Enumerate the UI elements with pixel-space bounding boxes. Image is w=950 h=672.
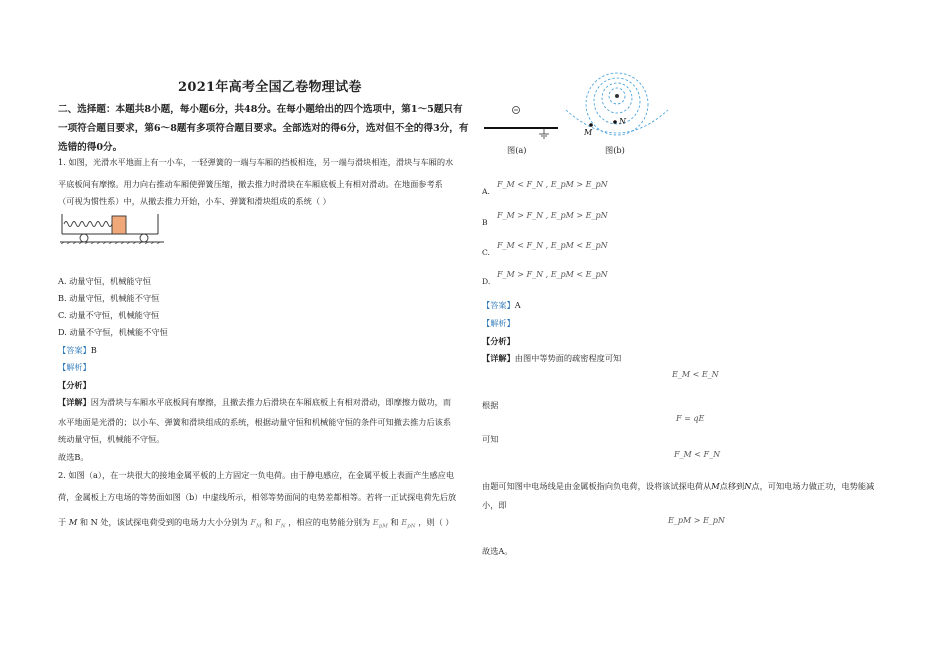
- q2-detail-2-a: 由题可知图中电场线是由金属板指向负电荷，设将该试探电荷从: [482, 481, 712, 491]
- q2-detail-2-M: M: [711, 481, 720, 491]
- q2-formula-2: F = qE: [676, 414, 705, 423]
- q2-detail-2-N: N: [744, 481, 752, 491]
- q2-EpN-sub: pN: [407, 523, 416, 530]
- q2-detail-text-1: 由图中等势面的疏密程度可知: [514, 353, 622, 363]
- q2-stem-text-d: ，相应的电势能分别为: [288, 517, 371, 527]
- spring-icon: [64, 222, 112, 227]
- q1-fenxi-tag: 【分析】: [58, 380, 91, 390]
- q2-answer-tag: 【答案】: [482, 300, 515, 310]
- q1-answer-row: [58, 342, 97, 358]
- q2-stem-line-1: 2. 如图（a），在一块很大的接地金属平板的上方固定一负电荷。由于静电感应，在金属平板上表面产生感应电: [58, 470, 455, 480]
- q2-EpM: E: [372, 517, 379, 527]
- q1-answer-tag: 【答案】: [58, 345, 91, 355]
- q2-fenxi-tag: 【分析】: [482, 336, 515, 346]
- point-M-icon: [589, 123, 593, 127]
- q1-detail-tag: 【详解】: [58, 397, 91, 407]
- q2-option-d-text: F_M > F_N , E_pM < E_pN: [497, 270, 608, 279]
- q2-detail-line-2: [482, 478, 874, 494]
- q2-stem-text-e: 和: [390, 517, 399, 527]
- q1-analysis-tag: 【解析】: [58, 362, 91, 372]
- q1-detail-line-1: [58, 394, 451, 410]
- q1-option-d: D. 动量不守恒，机械能不守恒: [58, 327, 168, 337]
- q2-detail-tag: 【详解】: [482, 353, 515, 363]
- q2-option-b-letter: B: [482, 218, 488, 227]
- q2-EpM-sub: pM: [378, 523, 388, 530]
- q2-FN-sub: N: [280, 523, 286, 530]
- q2-detail-2-end: 点，可知电场力做正功，电势能减: [751, 481, 875, 491]
- q1-detail-line-3: 统动量守恒，机械能不守恒。: [58, 434, 165, 444]
- q2-option-a-letter: A.: [482, 187, 490, 196]
- q2-option-d-letter: D.: [482, 277, 491, 286]
- q2-formula-4: E_pM > E_pN: [668, 516, 725, 525]
- q2-figure-b: [562, 66, 672, 142]
- q2-analysis-tag: 【解析】: [482, 318, 515, 328]
- q2-detail-2-mid: 点移到: [719, 481, 745, 491]
- q1-option-b: B. 动量守恒，机械能不守恒: [58, 293, 160, 303]
- q2-option-b-text: F_M > F_N , E_pM > E_pN: [497, 211, 608, 220]
- q1-detail-text-1: 因为滑块与车厢水平底板间有摩擦，且撤去推力后滑块在车厢底板上有相对滑动，即摩擦力做功，而: [90, 397, 452, 407]
- q2-formula-3: F_M < F_N: [674, 450, 721, 459]
- q1-conclusion: 故选B。: [58, 452, 89, 462]
- q2-fig-a-label: 图(a): [507, 145, 527, 155]
- q2-fig-b-label: 图(b): [605, 145, 625, 155]
- q1-detail-line-2: 水平地面是光滑的；以小车、弹簧和滑块组成的系统，根据动量守恒和机械能守恒的条件可知撤去推力后该系: [58, 417, 452, 427]
- q2-option-c-letter: C.: [482, 248, 490, 257]
- q2-stem-text-f: ，则（ ）: [418, 517, 454, 527]
- q1-cart-figure: [58, 212, 168, 244]
- q2-option-c-text: F_M < F_N , E_pM < E_pN: [497, 241, 608, 250]
- q2-stem-text-c: 和: [264, 517, 273, 527]
- q1-answer: B: [90, 345, 97, 355]
- q2-detail-line-1: [482, 350, 621, 366]
- q1-stem-line-2: 平底板间有摩擦。用力向右推动车厢使弹簧压缩，撤去推力时滑块在车厢底板上有相对滑动。在地面参考系: [58, 179, 443, 189]
- paper-title: 2021年高考全国乙卷物理试卷: [178, 80, 362, 95]
- q2-stem-text-a: 于: [58, 517, 67, 527]
- q1-stem-line-1: 1. 如图，光滑水平地面上有一小车，一轻弹簧的一端与车厢的挡板相连，另一端与滑块相连，滑块与车厢的水: [58, 157, 454, 167]
- q2-FM-sub: M: [256, 523, 262, 530]
- section-header: 二、选择题：本题共8小题，每小题6分，共48分。在每小题给出的四个选项中，第1～5题只有一项符合题目要求，第6～8题有多项符合题目要求。全部选对的得6分，选对但不全的得3分，有选错的得0分。: [58, 104, 469, 153]
- q2-stem-text-b: 和 N 处，该试探电荷受到的电场力大小分别为: [79, 517, 248, 527]
- q1-option-c: C. 动量不守恒，机械能守恒: [58, 310, 160, 320]
- q2-stem-M: M: [68, 517, 78, 527]
- q2-kezhi: 可知: [482, 434, 499, 444]
- q2-FN: F: [275, 517, 281, 527]
- point-N-icon: [613, 120, 617, 124]
- fig-b-M-label: M: [584, 128, 593, 137]
- q1-option-a: A. 动量守恒，机械能守恒: [58, 276, 151, 286]
- q2-conclusion: 故选A。: [482, 546, 513, 556]
- q2-formula-1: E_M < E_N: [672, 370, 719, 379]
- q2-option-a-text: F_M < F_N , E_pM > E_pN: [497, 180, 608, 189]
- q2-FM: F: [250, 517, 257, 527]
- q2-answer-row: [482, 297, 521, 313]
- q2-detail-line-3: 小，即: [482, 500, 507, 510]
- q2-stem-line-2: 荷，金属板上方电场的等势面如图（b）中虚线所示，相邻等势面间的电势差都相等。若将一正试探电荷先后放: [58, 492, 457, 502]
- q1-stem-line-3: （可视为惯性系）中，从撤去推力开始，小车、弹簧和滑块组成的系统（ ）: [58, 196, 331, 206]
- q2-stem-line-3: [58, 514, 454, 535]
- block-icon: [112, 216, 126, 234]
- fig-b-N-label: N: [619, 117, 626, 126]
- q2-answer: A: [514, 300, 521, 310]
- q2-EpN: E: [401, 517, 408, 527]
- q2-genju: 根据: [482, 400, 499, 410]
